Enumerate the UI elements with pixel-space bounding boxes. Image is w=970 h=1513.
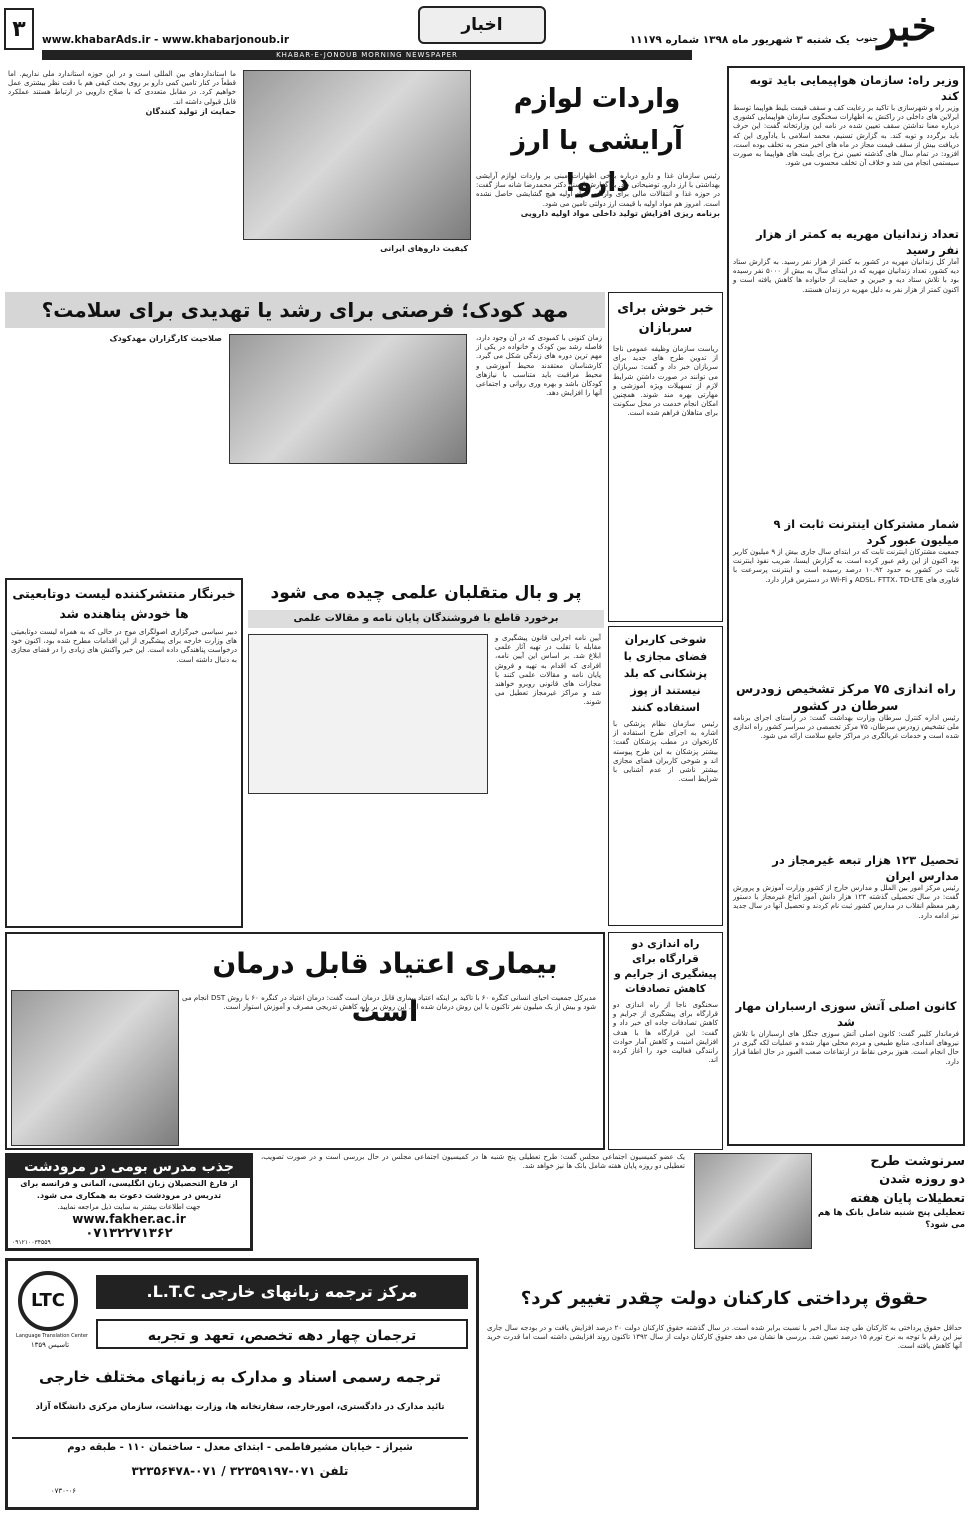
shoti-title: شوخی کاربران فضای مجازی با پزشکانی که بلد نیستند از پوز استفاده کنند bbox=[623, 633, 708, 714]
soldiers-title: خبر خوش برای سربازان bbox=[617, 301, 714, 336]
kindergarten-subhead: صلاحیت کارگزاران مهدکودک bbox=[109, 334, 222, 343]
banner-text: KHABAR-E-JONOUB MORNING NEWSPAPER bbox=[276, 51, 458, 59]
kindergarten-left-text bbox=[5, 334, 225, 564]
publisher-body: دبیر سیاسی خبرگزاری اصولگرای موج در حالی که به همراه لیست دوتابعیتی های وزارت خارجه برای پیشگیری از این اقدامات مطرح شده بود، اکنون خود درخواست پناهندگی داده است. این خبر واکنش های زیادی را در فضای مجازی به دنبال داشته است. bbox=[11, 628, 237, 664]
addiction-body: مدیرکل جمعیت احیای انسانی کنگره ۶۰ با تاکید بر اینکه اعتیاد بیماری قابل درمان است گفت: درمان اعتیاد در کنگره ۶۰ با روش DST انجام می شود و بیش از یک میلیون نفر تاکنون با این روش درمان شده اند. این روش بر پایه کاهش تدریجی مصرف و آموزش استوار است. bbox=[182, 994, 597, 1012]
news-item bbox=[733, 516, 959, 666]
news-body: آمار کل زندانیان مهریه در کشور به کمتر از هزار نفر رسید. به گزارش ستاد دیه کشور، تعداد زندانیان مهریه که در ابتدای سال به بیش از ۵۰۰۰ نفر رسیده بود با تلاش ستاد دیه و خیرین و حمایت از خانواده ها کاهش یافته است و اکنون کمتر از هزار نفر به دلیل مهریه در زندان هستند. bbox=[733, 258, 959, 294]
publisher-story bbox=[5, 578, 243, 928]
news-body: فرماندار کلیبر گفت: کانون اصلی آتش سوزی جنگل های ارسباران با تلاش نیروهای امدادی، منابع طبیعی و مردم محلی مهار شده و عملیات لکه گیری در حال انجام است. هنوز برخی نقاط در ارتفاعات صعب العبور در حال اطفا قرار دارد. bbox=[733, 1030, 959, 1066]
kindergarten-photo bbox=[229, 334, 467, 464]
vacation-sub: تعطیلی پنج شنبه شامل بانک ها هم می شود؟ bbox=[817, 1208, 965, 1230]
crimes-title: راه اندازی دو قرارگاه برای پیشگیری از جرایم و کاهش تصادفات bbox=[614, 938, 717, 995]
imports-left-body: ما استانداردهای بین المللی است و در این حوزه استاندارد ملی نداریم. اما قطعاً در کنار تامین کمی دارو بر روی بحث کیفی هم با دقت نظر بیشتری عمل خواهیم کرد. در مقابل متعددی که با صلاح دارویی در ارتباط هستند عملکرد قابل قبولی داشته اند. bbox=[8, 70, 236, 106]
news-body: وزیر راه و شهرسازی با تاکید بر رعایت کف و سقف قیمت بلیط هواپیما توسط ایرلاین های داخلی در راکنش به اظهارات سخنگوی سازمان هواپیمایی کشوری درباره معنا نداشتن سقف تعیین شده در نامه این وزارتخانه گفت: این حرف باید برگردد و توبه کند. به گزارش تسنیم، محمد اسلامی با یادآوری این که دریافت بیش از سقف قیمت مجاز در ماه های اخیر منجر به تخلف بوده است، افزود: در تمام سال های گذشته تعیین نرخ برای بلیت های هواپیما به صورت سیستمی انجام می شد و خلاف آن تخلف محسوب می شود. bbox=[733, 104, 959, 168]
teachers-ad bbox=[5, 1153, 253, 1251]
vacation-title-1: سرنوشت طرح bbox=[870, 1154, 965, 1169]
soldiers-body: ریاست سازمان وظیفه عمومی ناجا از تدوین طرح های جدید برای سربازان خبر داد و گفت: سربازان می توانند در صورت داشتن شرایط لازم از تسهیلات ویژه آموزشی و مهارتی بهره مند شوند. همچنین امکان انجام خدمت در محل سکونت برای متاهلان فراهم شده است. bbox=[613, 345, 718, 418]
vacation-photo bbox=[694, 1153, 812, 1249]
imports-story bbox=[5, 66, 723, 286]
news-item bbox=[733, 226, 959, 518]
imports-title: واردات لوازم آرایشی با ارز دارو! bbox=[511, 84, 683, 198]
teachers-site[interactable]: www.fakher.ac.ir bbox=[72, 1212, 186, 1226]
addiction-text bbox=[179, 994, 599, 1144]
publisher-title: خبرنگار منتشرکننده لیست دوتابعیتی ها خودش پناهنده شد bbox=[12, 586, 236, 621]
news-title: تحصیل ۱۲۳ هزار تبعه غیرمجاز در مدارس ایران bbox=[772, 853, 959, 883]
scholars-subtitle: برخورد قاطع با فروشندگان پایان نامه و مقالات علمی bbox=[248, 610, 604, 628]
news-item bbox=[733, 852, 959, 992]
imports-body bbox=[473, 172, 723, 284]
vacation-story bbox=[258, 1153, 965, 1251]
salary-title: حقوق پرداختی کارکنان دولت چقدر تغییر کرد؟ bbox=[520, 1288, 929, 1309]
addiction-photo bbox=[11, 990, 179, 1146]
addiction-story bbox=[5, 932, 605, 1150]
ltc-line3: تائید مدارک در دادگستری، امورخارجه، سفارتخانه ها، وزارت بهداشت، سازمان مرکزی دانشگاه آزاد bbox=[35, 1402, 445, 1412]
news-body: جمعیت مشترکان اینترنت ثابت که در ابتدای سال جاری بیش از ۹ میلیون کاربر بود اکنون از این رقم عبور کرده است. به گزارش ایسنا، ضریب نفوذ اینترنت ثابت در کشور به حدود ۱۰.۹۲ درصد رسیده است و اینترنت پرسرعت با فناوری های ADSL، FTTX، TD-LTE و Wi-Fi در دسترس قرار دارد. bbox=[733, 548, 959, 584]
vacation-title-2: دو روزه شدن bbox=[879, 1172, 965, 1187]
addiction-title: بیماری اعتیاد قابل درمان است bbox=[212, 947, 558, 1028]
crimes-story bbox=[608, 932, 723, 1150]
news-title: کانون اصلی آتش سوزی ارسباران مهار شد bbox=[735, 999, 957, 1029]
imports-subhead: برنامه ریزی افزایش تولید داخلی مواد اولیه دارویی bbox=[520, 208, 720, 218]
news-title: شمار مشترکان اینترنت ثابت از ۹ میلیون عبور کرد bbox=[773, 517, 959, 547]
ltc-line2: ترجمه رسمی اسناد و مدارک به زبانهای مختلف خارجی bbox=[39, 1368, 441, 1386]
kindergarten-body: زمان کنونی با کمبودی که در آن وجود دارد، فاصله رشد بین کودک و خانواده در یکی از مهم ترین دوره های زندگی شکل می گیرد. کارشناسان معتقدند محیط آموزشی و محیط مراقبت باید متناسب با نیازهای کودکان باشد و بهره وری روانی و اجتماعی آنها را افزایش دهد. bbox=[476, 334, 602, 398]
soldiers-story bbox=[608, 292, 723, 622]
teachers-line2: تدریس در مرودشت دعوت به همکاری می شود. bbox=[36, 1191, 222, 1200]
shoti-body: رئیس سازمان نظام پزشکی با اشاره به اجرای طرح استفاده از کارتخوان در مطب پزشکان گفت: بیشتر پزشکان به این طرح پیوسته اند و شوخی کاربران فضای مجازی بیشتر ناشی از عدم آشنایی با شرایط است. bbox=[613, 720, 718, 784]
crimes-body: سخنگوی ناجا از راه اندازی دو قرارگاه برای پیشگیری از جرایم و کاهش تصادفات جاده ای خبر داد و گفت: این قرارگاه ها با هدف افزایش امنیت و کاهش آمار حوادث رانندگی فعالیت خود را آغاز کرده اند. bbox=[613, 1001, 718, 1065]
ltc-logo-text: LTC bbox=[31, 1290, 65, 1311]
news-title: تعداد زندانیان مهریه به کمتر از هزار نفر رسید bbox=[756, 227, 959, 257]
news-title: راه اندازی ۷۵ مرکز تشخیص زودرس سرطان در کشور bbox=[736, 681, 956, 713]
ltc-phone: تلفن ۰۷۱-۳۲۳۵۹۱۹۷ / ۰۷۱-۳۲۳۵۶۴۷۸ bbox=[131, 1464, 349, 1478]
ltc-since: تاسیس ۱۳۵۹ bbox=[30, 1341, 70, 1349]
scholars-title: پر و بال متقلبان علمی چیده می شود bbox=[270, 583, 582, 603]
date-issue: یک شنبه ۳ شهریور ماه ۱۳۹۸ شماره ۱۱۱۷۹ bbox=[629, 34, 850, 46]
salary-story bbox=[484, 1258, 965, 1510]
kindergarten-story bbox=[5, 290, 605, 570]
news-item bbox=[733, 680, 959, 840]
ltc-address: شیراز - خیابان مشیرفاطمی - ابتدای معدل - ساختمان ۱۱۰ - طبقه دوم bbox=[12, 1437, 468, 1455]
imports-body-mid bbox=[243, 244, 471, 286]
scholars-story bbox=[248, 576, 604, 928]
imports-subhead-2: کیفیت داروهای ایرانی bbox=[380, 244, 468, 253]
right-news-column bbox=[727, 66, 965, 1146]
news-body: رئیس مرکز امور بین الملل و مدارس خارج از کشور وزارت آموزش و پرورش گفت: در سال تحصیلی گذشته ۱۲۳ هزار دانش آموز اتباع غیرمجاز با دستور رهبر معظم انقلاب در مدارس کشور ثبت نام کردند و تحصیل آنها در سال جدید نیز ادامه دارد. bbox=[733, 884, 959, 920]
imports-left-text bbox=[5, 70, 239, 284]
salary-body: حداقل حقوق پرداختی به کارکنان طی چند سال اخیر با نسبت برابر شده است. در سال گذشته حقوق کارکنان دولت ۲۰ درصد افزایش یافت و در بودجه سال جاری نیز این رقم با توجه به نرخ تورم ۱۵ درصد تعیین شد. بررسی ها نشان می دهد حقوق کارکنان دولت از سال ۱۳۹۲ تاکنون روند افزایشی داشته است اما قدرت خرید آنها کاهش یافته است. bbox=[487, 1324, 962, 1351]
scholars-body: آیین نامه اجرایی قانون پیشگیری و مقابله با تقلب در تهیه آثار علمی ابلاغ شد. بر اساس این آیین نامه، افرادی که اقدام به تهیه و فروش پایان نامه و مقالات علمی کنند با مجازات های قانونی روبرو خواهند شد و مراکز غیرمجاز تعطیل می شوند. bbox=[495, 634, 601, 707]
news-item bbox=[733, 72, 959, 222]
masthead bbox=[0, 0, 970, 60]
logo-text: خبر bbox=[877, 3, 937, 50]
teachers-extra: ۰۹۱۲۱۰۰۳۴۵۵۹ bbox=[12, 1239, 51, 1246]
ltc-logo bbox=[18, 1271, 78, 1331]
site-urls: www.khabarAds.ir - www.khabarjonoub.ir bbox=[42, 34, 290, 46]
imports-body-text: رئیس سازمان غذا و دارو درباره برخی اظهارات مبنی بر واردات لوازم آرایشی بهداشتی با ارز دارو، توضیحاتی داد. به گزارش ایسنا، دکتر محمدرضا شانه ساز گفت: در حوزه غذا و انتقالات مالی برای واردات مواد اولیه هیچ گشایشی حاصل نشده است. امروز هم مواد اولیه با قیمت ارز دولتی تامین می شود. bbox=[476, 172, 720, 208]
ltc-code: ۰۷۳۰-۰۶ bbox=[50, 1487, 76, 1495]
page-number: ۳ bbox=[4, 8, 34, 50]
logo bbox=[852, 2, 962, 54]
scholars-cartoon bbox=[248, 634, 488, 794]
logo-sub: جنوب bbox=[856, 34, 879, 43]
masthead-banner bbox=[42, 50, 692, 60]
vacation-body: یک عضو کمیسیون اجتماعی مجلس گفت: طرح تعطیلی پنج شنبه ها در کمیسیون اجتماعی مجلس در حال بررسی است و در صورت تصویب، تعطیلی دو روزه پایان هفته شامل بانک ها نیز خواهد شد. bbox=[261, 1153, 685, 1171]
shoti-story bbox=[608, 626, 723, 926]
ltc-logo-sub: Language Translation Center bbox=[16, 1333, 88, 1339]
teachers-phone: ۰۷۱۳۲۲۷۱۳۶۲ bbox=[85, 1226, 173, 1241]
kindergarten-title: مهد کودک؛ فرصتی برای رشد یا تهدیدی برای سلامت؟ bbox=[5, 292, 605, 328]
ltc-ad bbox=[5, 1258, 479, 1510]
news-body: رئیس اداره کنترل سرطان وزارت بهداشت گفت: در راستای اجرای برنامه ملی تشخیص زودرس سرطان، ۷۵ مرکز تخصصی در سراسر کشور راه اندازی شده است و خدمات غربالگری در مراکز جامع سلامت ارائه می شود. bbox=[733, 714, 959, 741]
news-item bbox=[733, 998, 959, 1138]
ltc-title: مرکز ترجمه زبانهای خارجی L.T.C. bbox=[96, 1275, 468, 1309]
teachers-title: جذب مدرس بومی در مرودشت bbox=[8, 1156, 250, 1178]
teachers-line1: از فارغ التحصیلان زبان انگلیسی، آلمانی و فرانسه برای bbox=[20, 1179, 238, 1188]
vacation-headline bbox=[817, 1153, 965, 1249]
vacation-text bbox=[258, 1153, 688, 1249]
news-title: وزیر راه: سازمان هواپیمایی باید توبه کند bbox=[749, 73, 959, 103]
section-label: اخبار bbox=[418, 6, 546, 44]
ltc-line1: ترجمان چهار دهه تخصص، تعهد و تجربه bbox=[96, 1319, 468, 1349]
teachers-line3: جهت اطلاعات بیشتر به سایت ذیل مراجعه نمایید. bbox=[57, 1203, 201, 1211]
scholars-text bbox=[492, 634, 604, 924]
cosmetics-photo bbox=[243, 70, 471, 240]
kindergarten-right-text bbox=[473, 334, 605, 564]
vacation-title-3: تعطیلات پایان هفته bbox=[850, 1191, 965, 1205]
salary-text bbox=[484, 1324, 965, 1506]
imports-subhead-3: حمایت از تولید کنندگان bbox=[145, 106, 236, 116]
